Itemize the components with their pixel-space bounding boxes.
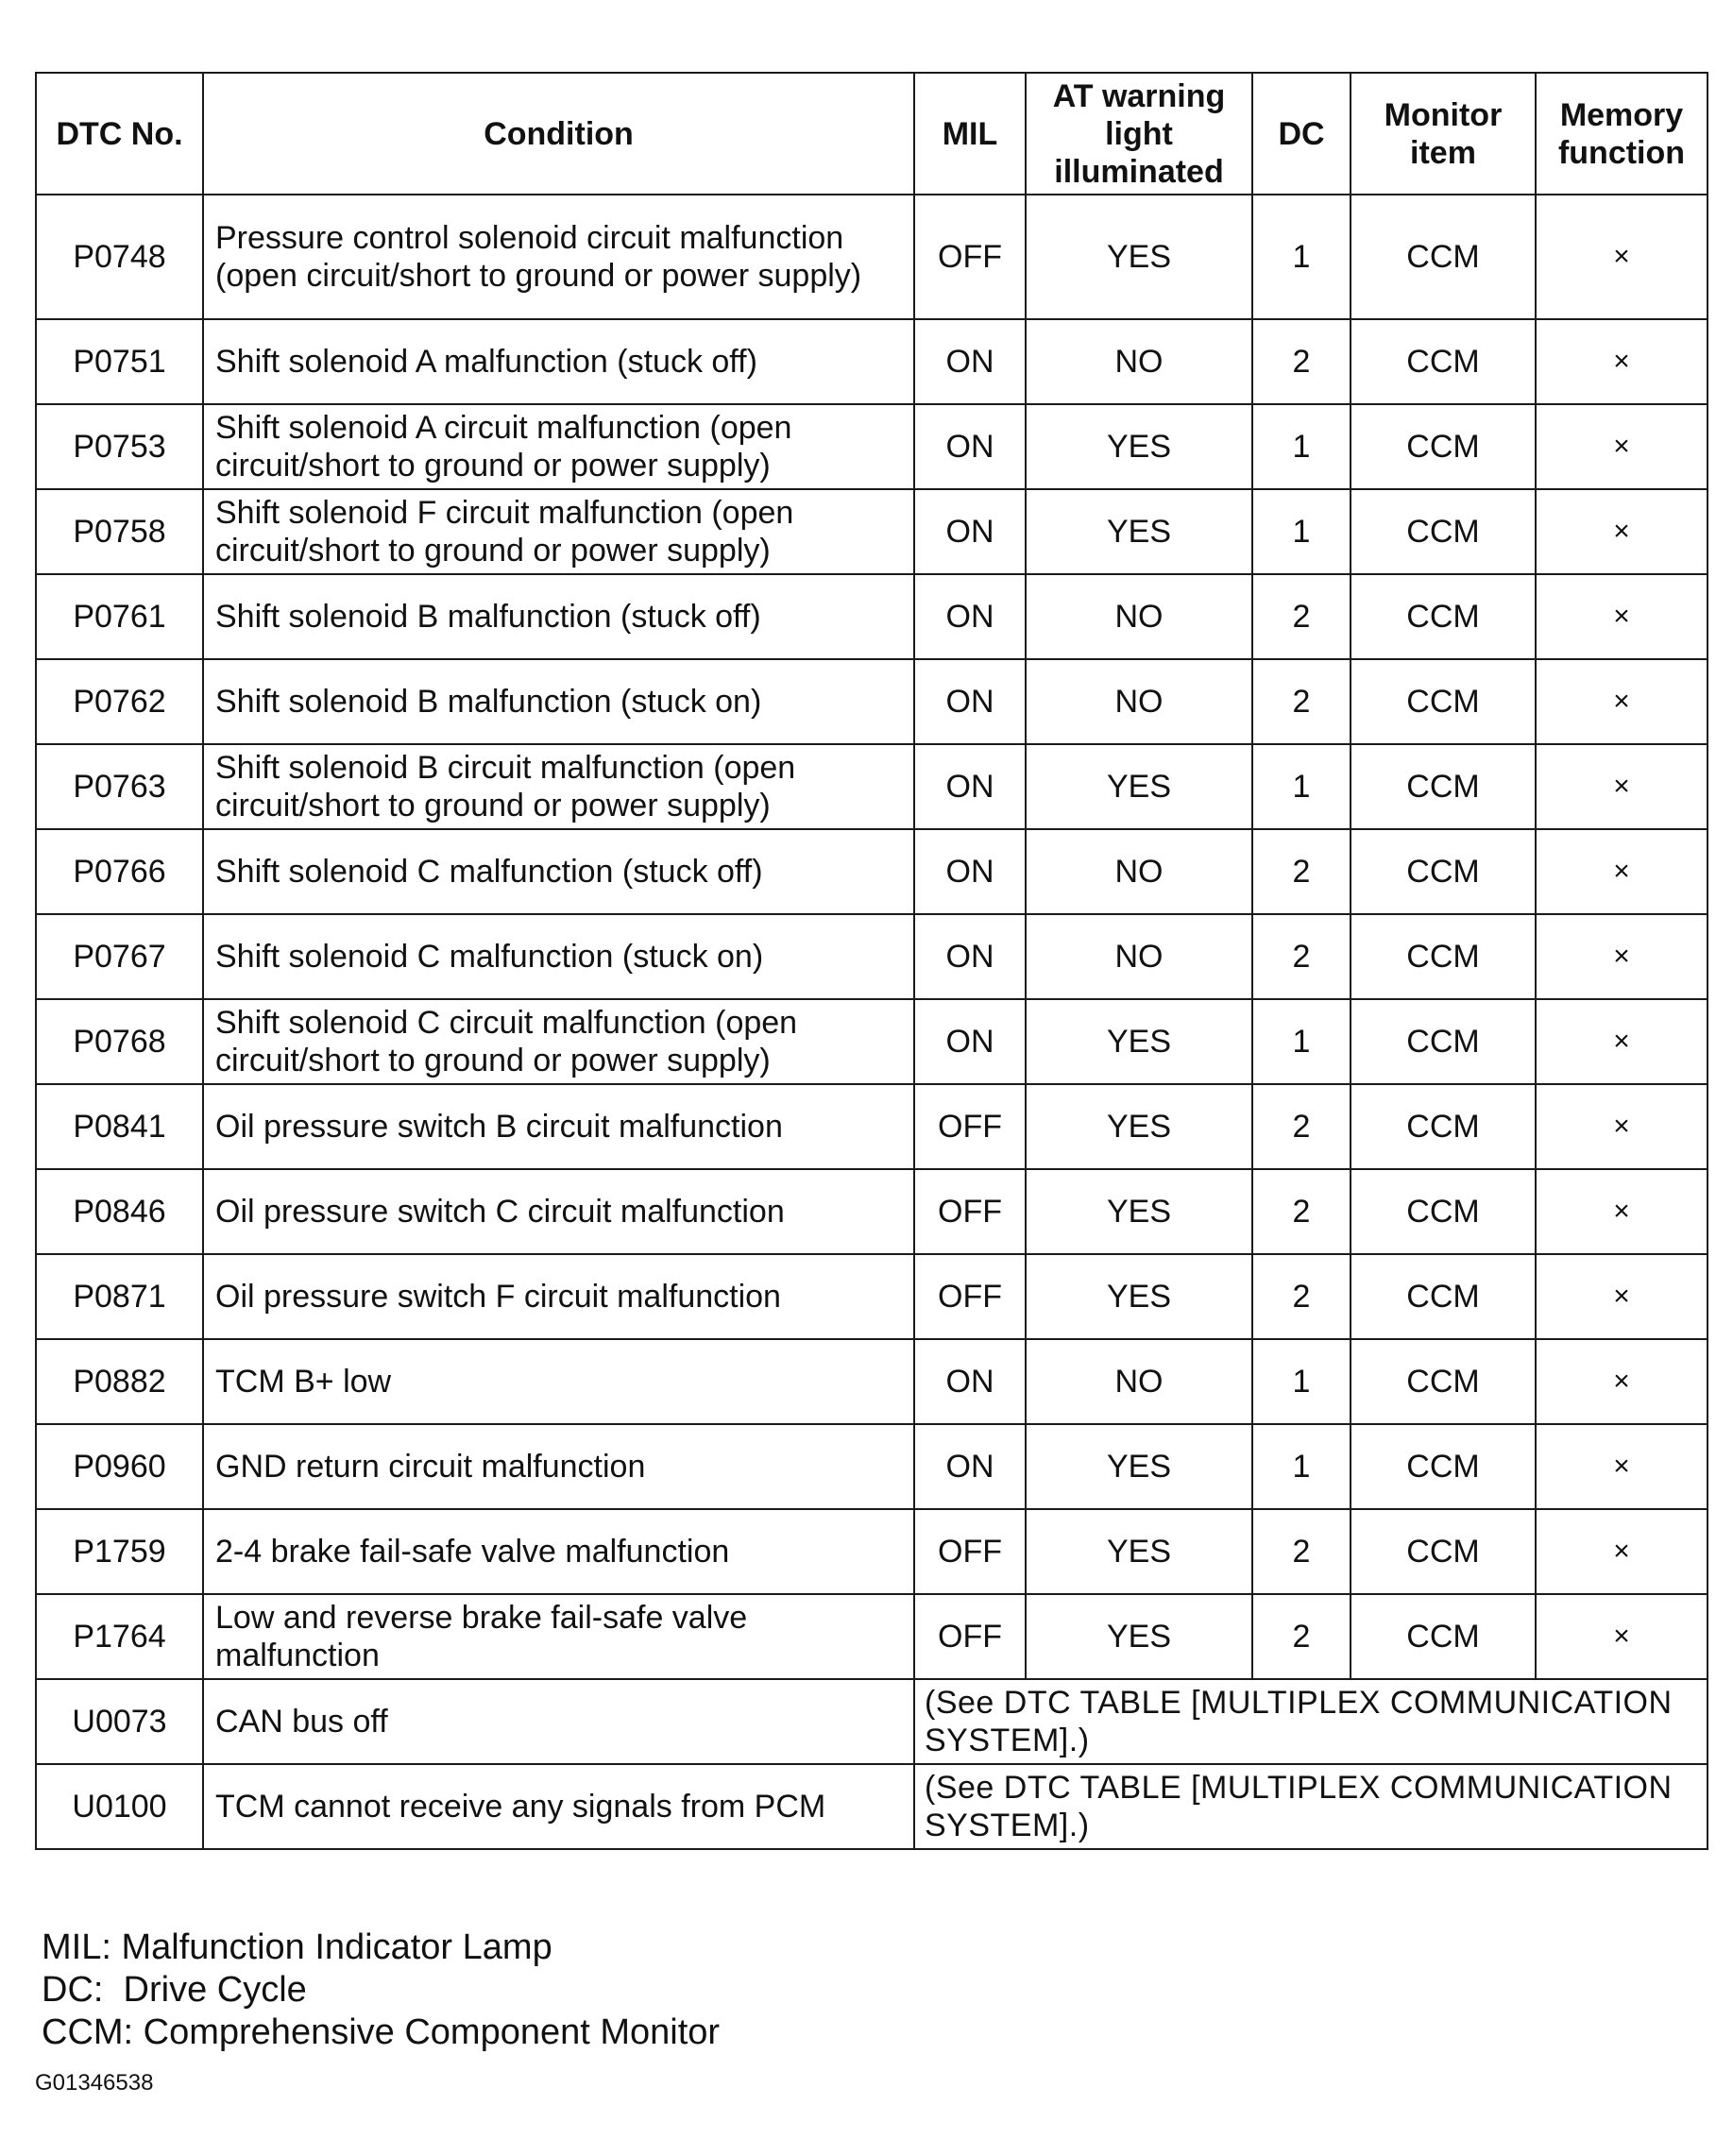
at-warning-status: NO [1026,574,1252,659]
at-warning-status: NO [1026,829,1252,914]
dtc-table [35,72,1708,1850]
mil-status: ON [914,404,1026,489]
table-row [36,1594,1708,1679]
at-warning-status: NO [1026,659,1252,744]
mil-status: ON [914,914,1026,999]
condition-text: Shift solenoid B circuit malfunction (open circuit/short to ground or power supply) [203,744,914,829]
condition-text: Oil pressure switch F circuit malfunction [203,1254,914,1339]
memory-function: × [1536,1339,1708,1424]
table-row [36,829,1708,914]
memory-function: × [1536,1254,1708,1339]
condition-text: Oil pressure switch C circuit malfunction [203,1169,914,1254]
drive-cycle: 2 [1252,1594,1351,1679]
at-warning-status: YES [1026,1254,1252,1339]
header-dc: DC [1252,73,1351,195]
header-memory-function: Memory function [1536,73,1708,195]
header-monitor-item: Monitor item [1351,73,1536,195]
header-at-warning-light: AT warning light illuminated [1026,73,1252,195]
dtc-code: U0100 [36,1764,203,1849]
monitor-item: CCM [1351,404,1536,489]
monitor-item: CCM [1351,195,1536,319]
memory-function: × [1536,195,1708,319]
condition-text: 2-4 brake fail-safe valve malfunction [203,1509,914,1594]
mil-status: ON [914,999,1026,1084]
memory-function: × [1536,1594,1708,1679]
memory-function: × [1536,404,1708,489]
at-warning-status: YES [1026,1424,1252,1509]
header-condition: Condition [203,73,914,195]
monitor-item: CCM [1351,1254,1536,1339]
drive-cycle: 1 [1252,1424,1351,1509]
drive-cycle: 2 [1252,1169,1351,1254]
table-row [36,1424,1708,1509]
dtc-code: P1759 [36,1509,203,1594]
table-row [36,1254,1708,1339]
memory-function: × [1536,319,1708,404]
condition-text: Pressure control solenoid circuit malfunction (open circuit/short to ground or power supply) [203,195,914,319]
mil-status: ON [914,1424,1026,1509]
memory-function: × [1536,1509,1708,1594]
dtc-code: P0753 [36,404,203,489]
condition-text: Shift solenoid C malfunction (stuck on) [203,914,914,999]
at-warning-status: NO [1026,1339,1252,1424]
memory-function: × [1536,829,1708,914]
condition-text: Shift solenoid F circuit malfunction (open circuit/short to ground or power supply) [203,489,914,574]
drive-cycle: 2 [1252,574,1351,659]
condition-text: Low and reverse brake fail-safe valve malfunction [203,1594,914,1679]
condition-text: Shift solenoid B malfunction (stuck off) [203,574,914,659]
memory-function: × [1536,1169,1708,1254]
table-row [36,489,1708,574]
monitor-item: CCM [1351,744,1536,829]
monitor-item: CCM [1351,1339,1536,1424]
drive-cycle: 2 [1252,659,1351,744]
drive-cycle: 1 [1252,195,1351,319]
at-warning-status: YES [1026,404,1252,489]
drive-cycle: 1 [1252,489,1351,574]
dtc-code: P0766 [36,829,203,914]
table-row [36,744,1708,829]
dtc-code: P1764 [36,1594,203,1679]
multiplex-reference-note: (See DTC TABLE [MULTIPLEX COMMUNICATION SYSTEM].) [914,1679,1708,1764]
drive-cycle: 1 [1252,744,1351,829]
mil-status: ON [914,744,1026,829]
mil-status: OFF [914,1084,1026,1169]
abbreviation-legend [42,1927,720,2054]
mil-status: ON [914,659,1026,744]
mil-status: ON [914,829,1026,914]
drive-cycle: 1 [1252,999,1351,1084]
table-row [36,195,1708,319]
dtc-code: P0748 [36,195,203,319]
memory-function: × [1536,999,1708,1084]
table-row [36,1339,1708,1424]
mil-status: ON [914,574,1026,659]
mil-status: ON [914,1339,1026,1424]
dtc-code: U0073 [36,1679,203,1764]
legend-ccm: CCM: Comprehensive Component Monitor [42,2012,721,2052]
condition-text: Shift solenoid B malfunction (stuck on) [203,659,914,744]
table-row [36,999,1708,1084]
dtc-code: P0871 [36,1254,203,1339]
memory-function: × [1536,744,1708,829]
drive-cycle: 2 [1252,829,1351,914]
dtc-code: P0882 [36,1339,203,1424]
dtc-code: P0768 [36,999,203,1084]
table-row [36,1679,1708,1764]
drive-cycle: 2 [1252,1254,1351,1339]
at-warning-status: NO [1026,914,1252,999]
at-warning-status: YES [1026,1169,1252,1254]
dtc-code: P0763 [36,744,203,829]
figure-id: G01346538 [35,2070,154,2096]
memory-function: × [1536,489,1708,574]
memory-function: × [1536,1084,1708,1169]
drive-cycle: 1 [1252,404,1351,489]
dtc-code: P0841 [36,1084,203,1169]
at-warning-status: YES [1026,744,1252,829]
condition-text: Shift solenoid A malfunction (stuck off) [203,319,914,404]
mil-status: OFF [914,1254,1026,1339]
table-row [36,319,1708,404]
drive-cycle: 1 [1252,1339,1351,1424]
drive-cycle: 2 [1252,1084,1351,1169]
at-warning-status: YES [1026,1594,1252,1679]
table-row [36,404,1708,489]
monitor-item: CCM [1351,319,1536,404]
table-row [36,659,1708,744]
monitor-item: CCM [1351,1424,1536,1509]
table-row [36,1084,1708,1169]
multiplex-reference-note: (See DTC TABLE [MULTIPLEX COMMUNICATION SYSTEM].) [914,1764,1708,1849]
condition-text: CAN bus off [203,1679,914,1764]
table-row [36,574,1708,659]
memory-function: × [1536,659,1708,744]
at-warning-status: NO [1026,319,1252,404]
monitor-item: CCM [1351,914,1536,999]
at-warning-status: YES [1026,195,1252,319]
drive-cycle: 2 [1252,1509,1351,1594]
table-row [36,914,1708,999]
dtc-code: P0960 [36,1424,203,1509]
condition-text: TCM cannot receive any signals from PCM [203,1764,914,1849]
dtc-code: P0761 [36,574,203,659]
legend-mil: MIL: Malfunction Indicator Lamp [42,1927,552,1967]
condition-text: Oil pressure switch B circuit malfunction [203,1084,914,1169]
monitor-item: CCM [1351,1509,1536,1594]
mil-status: OFF [914,1169,1026,1254]
mil-status: ON [914,489,1026,574]
memory-function: × [1536,914,1708,999]
drive-cycle: 2 [1252,914,1351,999]
header-mil: MIL [914,73,1026,195]
monitor-item: CCM [1351,1084,1536,1169]
dtc-code: P0762 [36,659,203,744]
condition-text: TCM B+ low [203,1339,914,1424]
header-row [36,73,1708,195]
condition-text: Shift solenoid C malfunction (stuck off) [203,829,914,914]
monitor-item: CCM [1351,489,1536,574]
mil-status: OFF [914,1594,1026,1679]
at-warning-status: YES [1026,1509,1252,1594]
memory-function: × [1536,574,1708,659]
mil-status: ON [914,319,1026,404]
header-dtc-no: DTC No. [36,73,203,195]
at-warning-status: YES [1026,999,1252,1084]
monitor-item: CCM [1351,574,1536,659]
mil-status: OFF [914,195,1026,319]
at-warning-status: YES [1026,489,1252,574]
condition-text: GND return circuit malfunction [203,1424,914,1509]
monitor-item: CCM [1351,999,1536,1084]
monitor-item: CCM [1351,1169,1536,1254]
dtc-code: P0767 [36,914,203,999]
monitor-item: CCM [1351,1594,1536,1679]
dtc-code: P0758 [36,489,203,574]
legend-dc: DC: Drive Cycle [42,1970,307,2010]
table-row [36,1509,1708,1594]
dtc-code: P0846 [36,1169,203,1254]
condition-text: Shift solenoid C circuit malfunction (open circuit/short to ground or power supply) [203,999,914,1084]
condition-text: Shift solenoid A circuit malfunction (open circuit/short to ground or power supply) [203,404,914,489]
monitor-item: CCM [1351,659,1536,744]
table-row [36,1169,1708,1254]
mil-status: OFF [914,1509,1026,1594]
at-warning-status: YES [1026,1084,1252,1169]
drive-cycle: 2 [1252,319,1351,404]
monitor-item: CCM [1351,829,1536,914]
dtc-code: P0751 [36,319,203,404]
table-row [36,1764,1708,1849]
memory-function: × [1536,1424,1708,1509]
